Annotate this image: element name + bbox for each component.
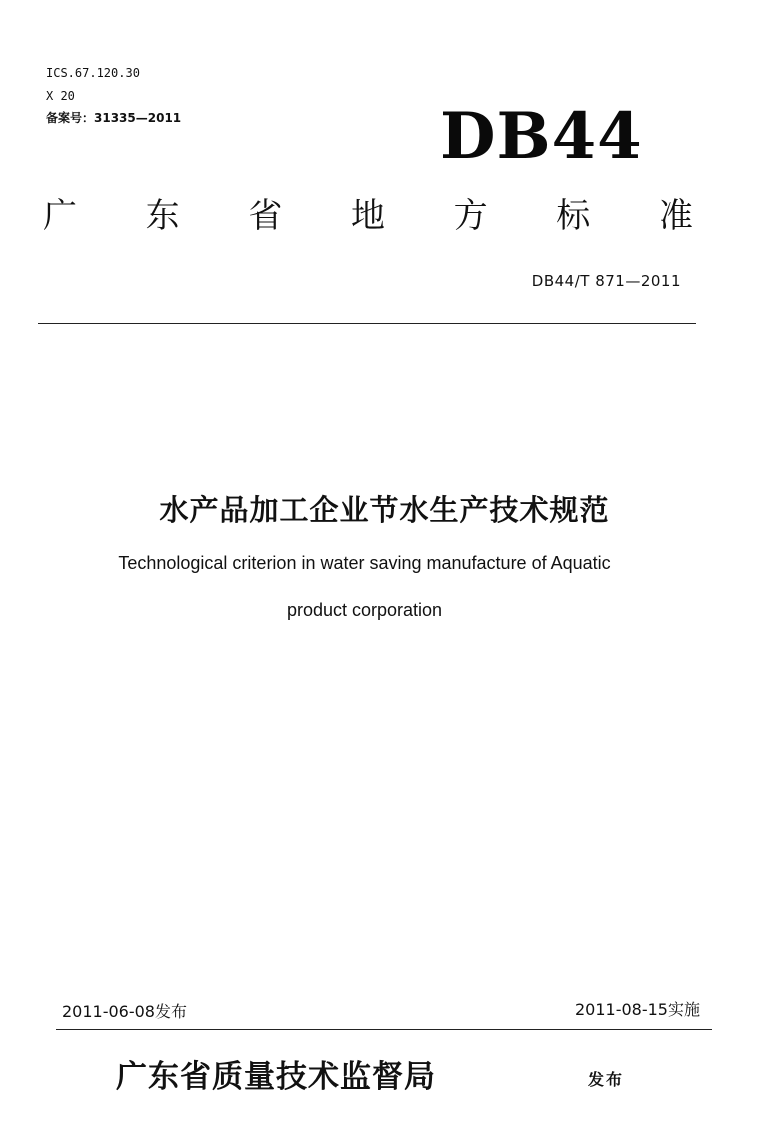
standard-category (38, 194, 698, 238)
document-title-chinese: 水产品加工企业节水生产技术规范 (159, 493, 610, 527)
issuing-authority: 广东省质量技术监督局 (116, 1059, 436, 1095)
document-title-english-line-2: product corporation (286, 600, 443, 620)
standard-prefix: DB44 (440, 99, 643, 174)
standard-category-char: 省 (248, 196, 283, 236)
implementation-date: 2011-08-15实施 (575, 1000, 700, 1019)
standard-category-char: 东 (145, 196, 180, 236)
footer-divider (56, 1029, 712, 1030)
standard-category-char: 标 (556, 196, 591, 236)
standard-category-char: 广 (43, 196, 77, 236)
standard-number: DB44/T 871—2011 (531, 272, 681, 290)
standard-category-char: 方 (453, 196, 488, 236)
standard-category-char: 地 (350, 196, 385, 236)
record-number: 备案号：31335—2011 (46, 111, 182, 125)
issue-date: 2011-06-08发布 (62, 1002, 187, 1021)
ics-code: ICS.67.120.30 (46, 66, 140, 80)
document-title-english-line-1: Technological criterion in water saving manufacture of Aquatic (118, 553, 611, 573)
ccs-code: X 20 (46, 89, 75, 103)
header-divider (38, 323, 696, 324)
standard-category-char: 准 (658, 196, 693, 236)
issuing-authority-suffix: 发布 (588, 1070, 625, 1089)
